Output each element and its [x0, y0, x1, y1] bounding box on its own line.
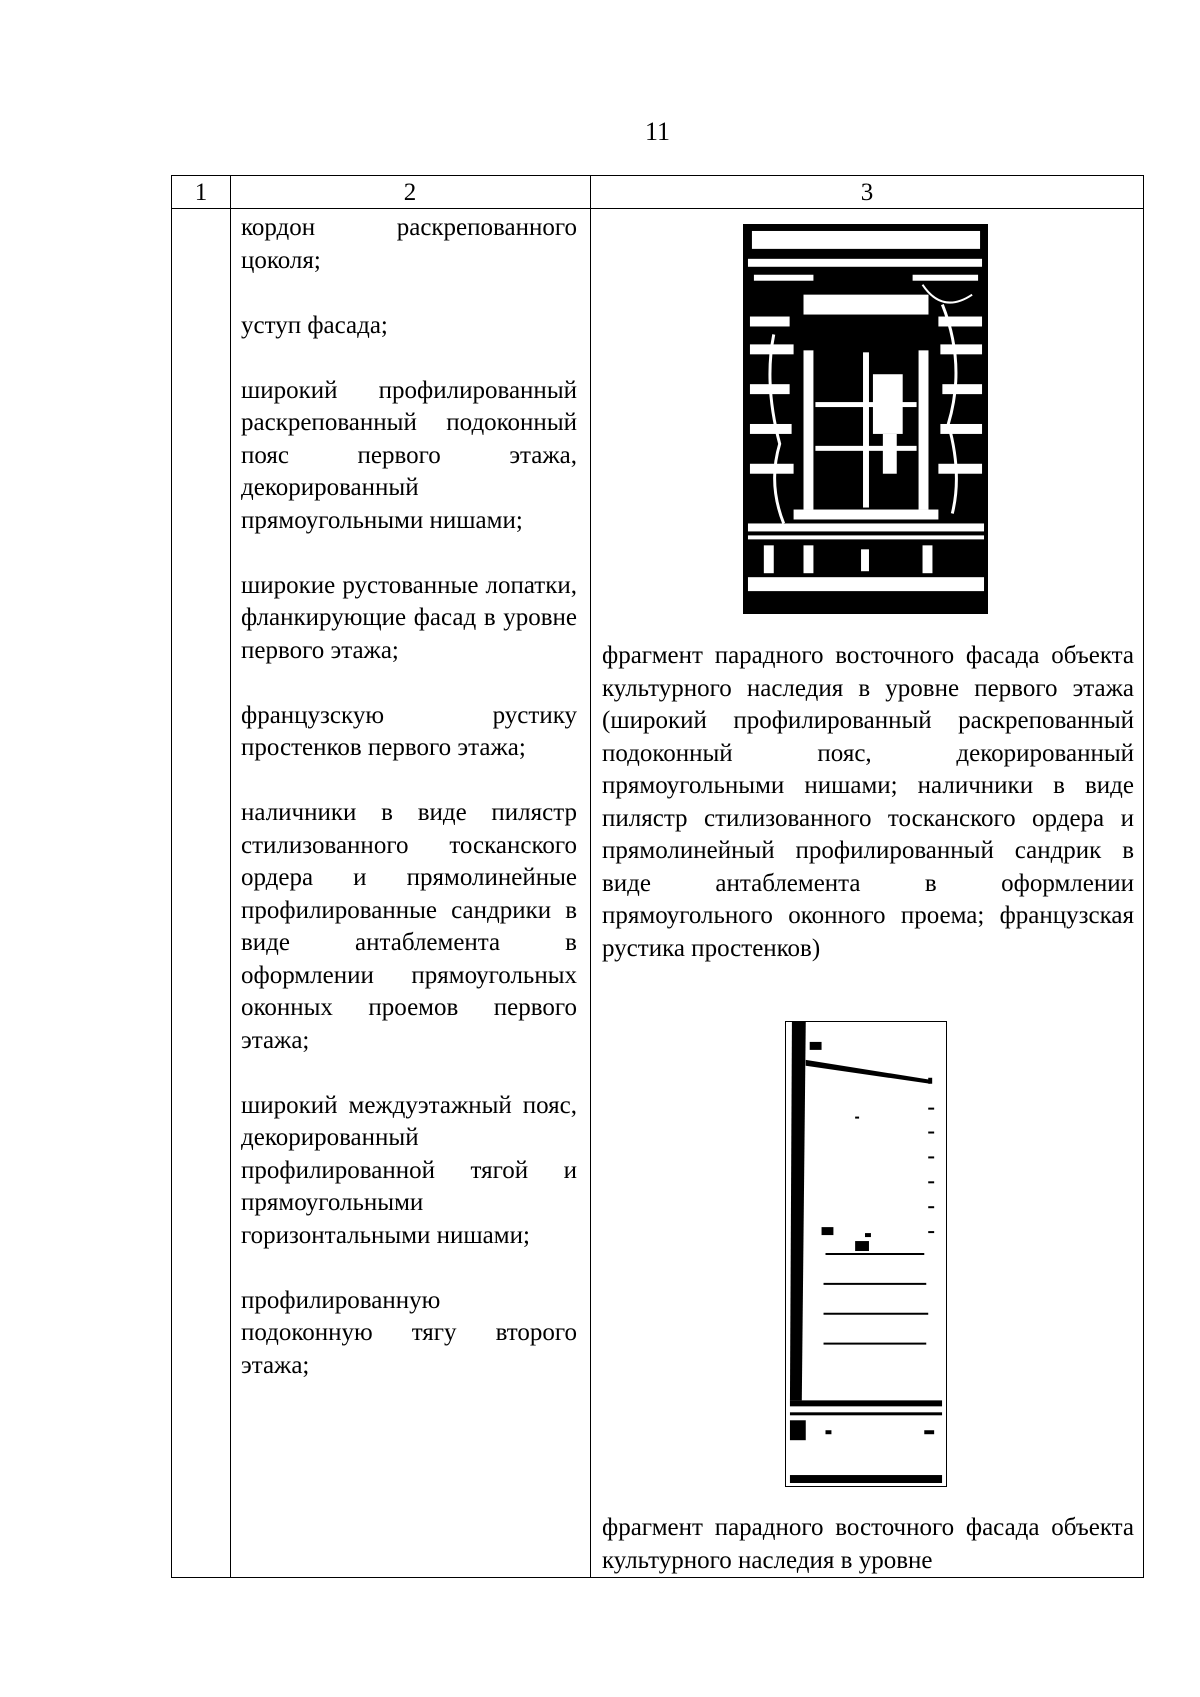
- list-item: профилированную подоконную тягу второго этажа;: [241, 1286, 577, 1379]
- column-header-2: 2: [403, 179, 417, 206]
- list-item: наличники в виде пилястр стилизованного тосканского ордера и прямолинейные профилированные сандрики в виде антаблемента в оформлении прямоугольных оконных проемов первого этажа;: [241, 799, 577, 1054]
- facade-wall-photo-image: [786, 1022, 946, 1486]
- photo-caption-2: фрагмент парадного восточного фасада объекта культурного наследия в уровне: [602, 1514, 1134, 1574]
- list-item: уступ фасада;: [241, 311, 388, 339]
- list-item: широкий профилированный раскрепованный подоконный пояс первого этажа, декорированный прямоугольными нишами;: [241, 376, 577, 534]
- list-item: широкий междуэтажный пояс, декорированный профилированной тягой и прямоугольными горизонтальными нишами;: [241, 1091, 577, 1249]
- page-number: 11: [644, 117, 671, 146]
- column-divider-1: [230, 176, 231, 1577]
- list-item: кордон раскрепованного цоколя;: [241, 214, 577, 274]
- heritage-elements-table: [171, 175, 1144, 1578]
- window-facade-photo: [743, 224, 988, 614]
- column-header-3: 3: [860, 179, 874, 206]
- list-item: французскую рустику простенков первого этажа;: [241, 701, 577, 761]
- photo-caption-1: фрагмент парадного восточного фасада объекта культурного наследия в уровне первого этажа (широкий профилированный раскрепованный подоконный пояс, декорированный прямоугольными нишами; наличники в виде пилястр стилизованного тосканского ордера и прямолинейный профилированный сандрик в виде антаблемента в оформлении прямоугольного оконного проема; французская рустика простенков): [602, 642, 1134, 962]
- architectural-elements-list: [241, 212, 577, 1415]
- column-header-1: 1: [194, 179, 208, 206]
- column-divider-2: [590, 176, 591, 1577]
- window-facade-photo-image: [744, 225, 987, 613]
- facade-wall-photo: [785, 1021, 947, 1487]
- header-row-divider: [172, 208, 1143, 209]
- list-item: широкие рустованные лопатки, фланкирующие фасад в уровне первого этажа;: [241, 571, 577, 664]
